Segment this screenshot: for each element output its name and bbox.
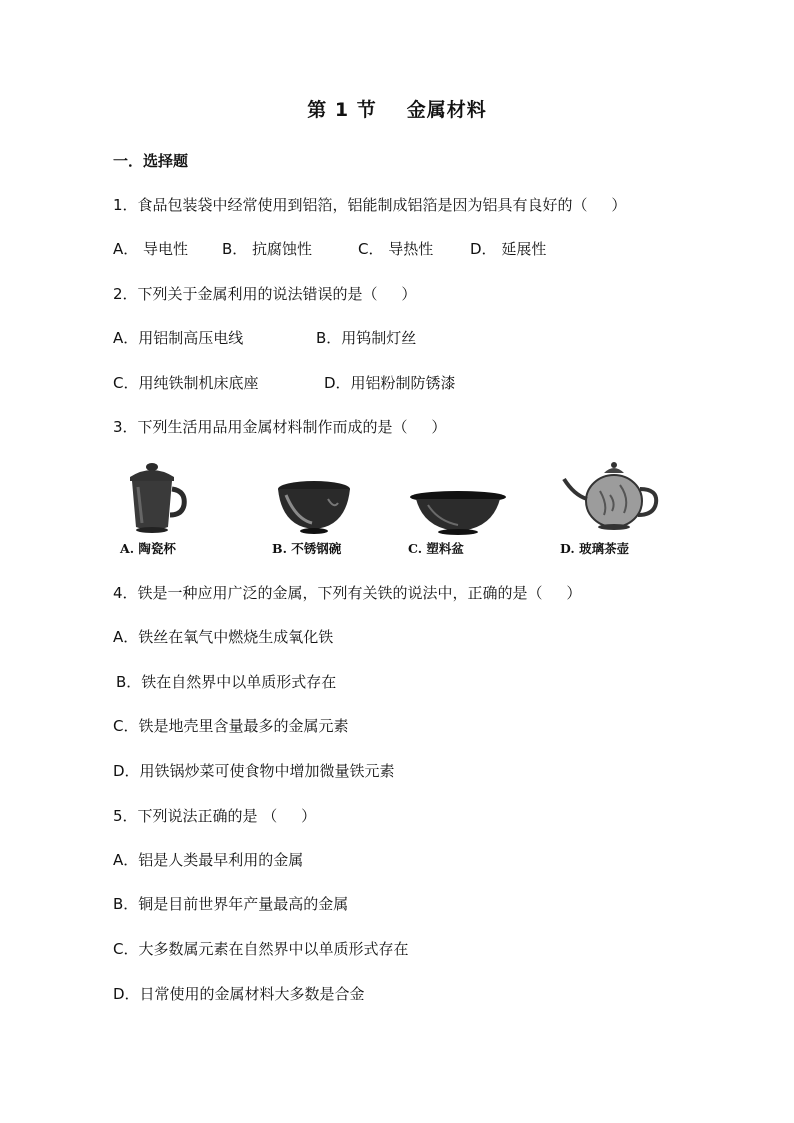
question-3-stem: 3．下列生活用品用金属材料制作而成的是（ ） bbox=[113, 418, 447, 436]
option-a-figure bbox=[120, 455, 260, 565]
question-1-option-c: C． 导热性 bbox=[358, 240, 434, 258]
question-5-option-d: D．日常使用的金属材料大多数是合金 bbox=[113, 985, 365, 1003]
question-1-option-d: D． 延展性 bbox=[470, 240, 547, 258]
question-5-option-a: A．铝是人类最早利用的金属 bbox=[113, 851, 304, 869]
option-c-figure bbox=[408, 455, 548, 565]
steel-bowl-icon bbox=[272, 455, 362, 540]
question-4-option-a: A．铁丝在氧气中燃烧生成氧化铁 bbox=[113, 628, 334, 646]
question-2-option-c: C．用纯铁制机床底座 bbox=[113, 374, 259, 392]
question-1-option-b: B． 抗腐蚀性 bbox=[222, 240, 313, 258]
title-text: 金属材料 bbox=[406, 99, 487, 121]
question-4-option-d: D．用铁锅炒菜可使食物中增加微量铁元素 bbox=[113, 762, 395, 780]
option-d-figure bbox=[560, 455, 700, 565]
question-5-option-c: C．大多数属元素在自然界中以单质形式存在 bbox=[113, 940, 409, 958]
question-2-option-a: A．用铝制高压电线 bbox=[113, 329, 244, 347]
option-a-caption: A. 陶瓷杯 bbox=[120, 541, 176, 556]
option-b-figure bbox=[272, 455, 412, 565]
option-c-caption: C. 塑料盆 bbox=[408, 541, 464, 556]
question-4-option-c: C．铁是地壳里含量最多的金属元素 bbox=[113, 717, 349, 735]
plastic-basin-icon bbox=[408, 455, 518, 540]
question-2-option-b: B．用钨制灯丝 bbox=[316, 329, 417, 347]
question-4-option-b: B．铁在自然界中以单质形式存在 bbox=[116, 673, 337, 691]
question-2-option-d: D．用铝粉制防锈漆 bbox=[324, 374, 456, 392]
glass-teapot-icon bbox=[560, 455, 670, 540]
question-4-stem: 4．铁是一种应用广泛的金属，下列有关铁的说法中，正确的是（ ） bbox=[113, 584, 582, 602]
section-number: 第 1 节 bbox=[307, 99, 377, 121]
page-title bbox=[0, 95, 794, 122]
ceramic-cup-icon bbox=[120, 455, 200, 540]
section-heading: 一．选择题 bbox=[113, 152, 189, 170]
question-1-stem: 1．食品包装袋中经常使用到铝箔，铝能制成铝箔是因为铝具有良好的（ ） bbox=[113, 196, 627, 214]
question-5-option-b: B．铜是目前世界年产量最高的金属 bbox=[113, 895, 349, 913]
question-1-option-a: A． 导电性 bbox=[113, 240, 189, 258]
question-3-figure bbox=[120, 455, 680, 565]
question-2-stem: 2．下列关于金属利用的说法错误的是（ ） bbox=[113, 285, 417, 303]
option-b-caption: B. 不锈钢碗 bbox=[272, 541, 342, 556]
option-d-caption: D. 玻璃茶壶 bbox=[560, 541, 630, 556]
question-5-stem: 5．下列说法正确的是 （ ） bbox=[113, 807, 317, 825]
